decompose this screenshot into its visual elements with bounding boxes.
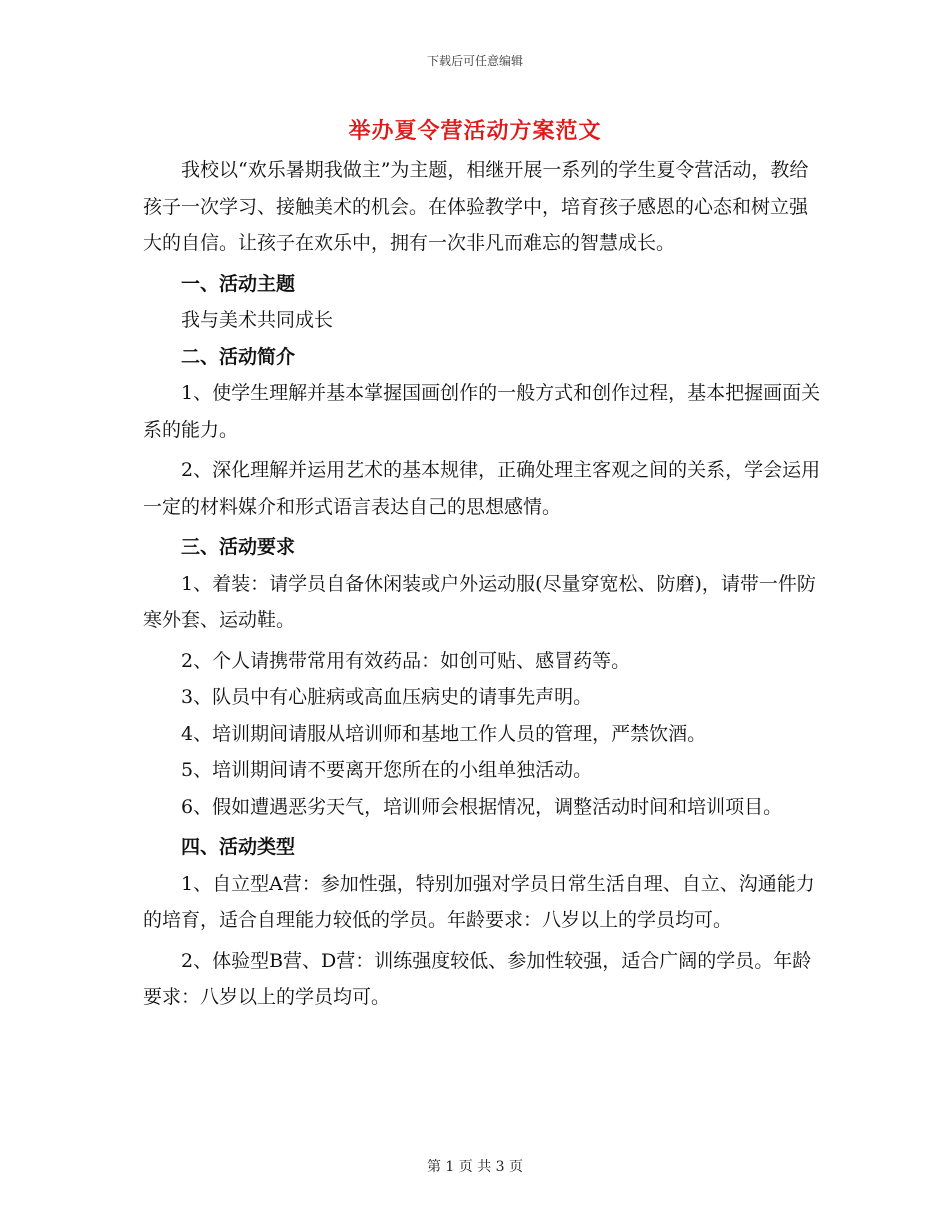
document-title: 举办夏令营活动方案范文 — [348, 118, 602, 144]
section-paragraph: 2、深化理解并运用艺术的基本规律，正确处理主客观之间的关系，学会运用一定的材料媒介和形式语言表达自己的思想感情。 — [143, 459, 821, 518]
section-paragraph: 5、培训期间请不要离开您所在的小组单独活动。 — [181, 759, 593, 781]
section-heading-requirements: 三、活动要求 — [181, 536, 296, 558]
page-number: 第 1 页 共 3 页 — [426, 1159, 524, 1175]
section-paragraph: 6、假如遭遇恶劣天气，培训师会根据情况，调整活动时间和培训项目。 — [181, 795, 783, 818]
section-heading-theme: 一、活动主题 — [181, 272, 296, 295]
section-paragraph: 1、使学生理解并基本掌握国画创作的一般方式和创作过程，基本把握画面关系的能力。 — [143, 382, 821, 441]
page-header: 下载后可任意编辑 — [426, 54, 523, 68]
section-paragraph: 4、培训期间请服从培训师和基地工作人员的管理，严禁饮酒。 — [181, 722, 707, 745]
document-body — [143, 152, 823, 1016]
section-paragraph: 1、着装：请学员自备休闲装或户外运动服(尽量穿宽松、防磨)，请带一件防寒外套、运动鞋。 — [143, 572, 816, 631]
section-paragraph: 我与美术共同成长 — [181, 309, 334, 331]
section-paragraph: 3、队员中有心脏病或高血压病史的请事先声明。 — [181, 686, 593, 708]
section-paragraph: 1、自立型A营：参加性强，特别加强对学员日常生活自理、自立、沟通能力的培育，适合自理能力较低的学员。年龄要求：八岁以上的学员均可。 — [143, 872, 815, 931]
section-paragraph: 2、个人请携带常用有效药品：如创可贴、感冒药等。 — [181, 649, 631, 672]
section-heading-types: 四、活动类型 — [181, 836, 296, 858]
intro-paragraph: 我校以“欢乐暑期我做主”为主题，相继开展一系列的学生夏令营活动，教给孩子一次学习、接触美术的机会。在体验教学中，培育孩子感恩的心态和树立强大的自信。让孩子在欢乐中，拥有一次非凡而难忘的智慧成长。 — [143, 159, 809, 254]
section-paragraph: 2、体验型B营、D营：训练强度较低、参加性较强，适合广阔的学员。年龄要求：八岁以上的学员均可。 — [143, 949, 812, 1008]
section-heading-intro: 二、活动简介 — [181, 345, 296, 368]
